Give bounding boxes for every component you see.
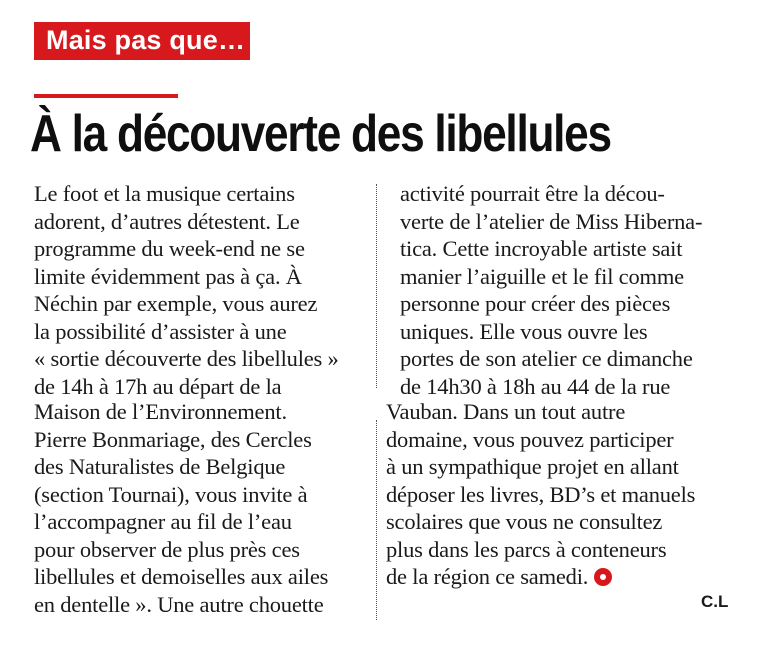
column-divider [376,420,378,620]
text-line: la possibilité d’assister à une [34,318,287,344]
text-line: l’accompagner au fil de l’eau [34,509,292,534]
headline-accent-rule [34,94,178,98]
text-line: (section Tournai), vous invite à [34,481,308,507]
kicker-label: Mais pas que… [46,25,246,55]
author-byline: C.L [701,592,729,611]
text-line: à un sympathique projet en allant [386,454,679,479]
column-right-bottom [386,398,695,591]
text-line: uniques. Elle vous ouvre les [400,318,648,344]
text-line: libellules et demoiselles aux ailes [34,564,329,589]
kicker-banner [34,22,250,60]
column-left-top [34,180,339,400]
text-line: manier l’aiguille et le fil comme [400,263,684,289]
column-divider [376,184,378,388]
text-line: scolaires que vous ne consultez [386,509,663,534]
text-line: Maison de l’Environnement. [34,399,287,424]
article-headline: À la découverte des libellules [30,105,611,163]
text-line: tica. Cette incroyable artiste sait [400,236,683,261]
text-line: programme du week-end ne se [34,236,305,261]
text-line: portes de son atelier ce dimanche [400,346,693,371]
end-of-article-dot-icon [594,568,612,586]
text-line: adorent, d’autres détestent. Le [34,208,300,234]
text-line: de 14h30 à 18h au 44 de la rue [400,373,671,399]
text-line: pour observer de plus près ces [34,536,300,562]
text-line: Néchin par exemple, vous aurez [34,291,318,316]
text-line: domaine, vous pouvez participer [386,426,674,452]
text-line: limite évidemment pas à ça. À [34,263,302,289]
text-line: de 14h à 17h au départ de la [34,373,282,399]
text-line: personne pour créer des pièces [400,291,671,316]
text-line: en dentelle ». Une autre chouette [34,591,324,617]
column-right-top [400,180,702,400]
text-line: activité pourrait être la décou- [400,181,665,206]
text-line: des Naturalistes de Belgique [34,454,286,479]
text-line: « sortie découverte des libellules » [34,346,339,371]
text-line: plus dans les parcs à conteneurs [386,536,667,562]
text-line: Le foot et la musique certains [34,181,295,206]
text-line: déposer les livres, BD’s et manuels [386,481,696,507]
text-line: Pierre Bonmariage, des Cercles [34,426,312,452]
text-line: Vauban. Dans un tout autre [386,399,626,424]
text-line: de la région ce samedi. [386,564,589,589]
column-left-bottom [34,398,328,618]
text-line: verte de l’atelier de Miss Hiberna- [400,208,703,234]
